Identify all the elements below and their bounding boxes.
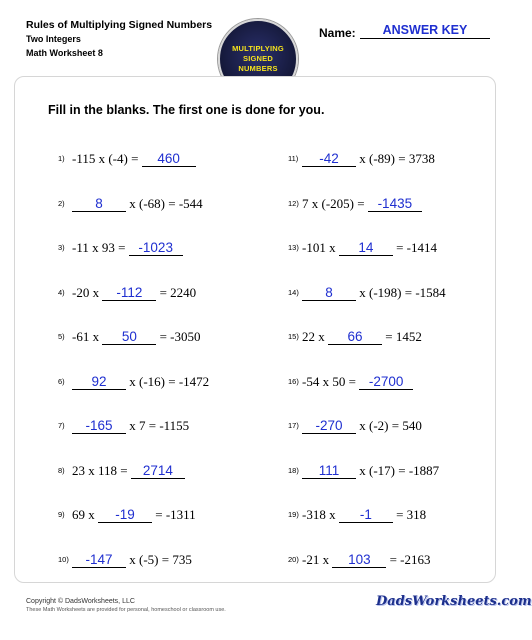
problem-item (58, 462, 185, 480)
answer-blank[interactable]: 2714 (131, 463, 185, 479)
problem-item (288, 150, 435, 168)
problem-number: 6) (58, 376, 65, 386)
answer-blank[interactable]: -147 (72, 552, 126, 568)
equation-left: 22 x (302, 329, 328, 344)
problem-number: 11) (288, 154, 299, 163)
equation-left: -21 x (302, 551, 333, 567)
answer-blank[interactable]: -2700 (359, 374, 413, 390)
problem-number: 19) (288, 510, 299, 519)
problem-item (58, 551, 192, 569)
equation-right: = -3050 (156, 329, 201, 344)
answer-blank[interactable]: -270 (302, 418, 356, 434)
name-label: Name: (319, 26, 356, 40)
problem-number: 18) (288, 465, 299, 475)
problem-number: 7) (58, 421, 65, 430)
name-field[interactable]: ANSWER KEY (360, 22, 490, 39)
worksheet-header (26, 18, 212, 60)
equation-left: -115 x (-4) = (72, 151, 142, 166)
problem-number: 1) (58, 154, 65, 163)
problem-number: 14) (288, 287, 299, 297)
equation-left: -54 x 50 = (302, 373, 360, 389)
problem-item (58, 328, 201, 346)
problem-item (288, 551, 431, 569)
answer-blank[interactable]: 8 (302, 285, 356, 301)
problem-number: 16) (288, 376, 299, 386)
equation-right: x (-16) = -1472 (126, 373, 210, 389)
problem-number: 4) (58, 287, 65, 297)
equation-right: x (-17) = -1887 (356, 462, 440, 478)
equation-left: 7 x (-205) = (302, 195, 368, 211)
footer (26, 597, 226, 615)
equation-left: -318 x (302, 507, 339, 522)
problem-number: 3) (58, 243, 65, 252)
worksheet-subtitle: Two Integers (26, 34, 81, 44)
equation-right: x (-5) = 735 (126, 551, 192, 567)
answer-blank[interactable]: 8 (72, 196, 126, 212)
problem-item (288, 417, 422, 435)
answer-blank[interactable]: 50 (102, 329, 156, 345)
problem-item (288, 284, 446, 302)
problem-item (58, 195, 203, 213)
answer-blank[interactable]: -42 (302, 151, 356, 167)
answer-blank[interactable]: 103 (332, 552, 386, 568)
equation-left: 23 x 118 = (72, 462, 131, 478)
problem-number: 5) (58, 332, 65, 341)
answer-blank[interactable]: 66 (328, 329, 382, 345)
answer-blank[interactable]: 111 (302, 463, 356, 479)
equation-right: = 318 (392, 507, 427, 522)
equation-left: -61 x (72, 329, 103, 344)
answer-blank[interactable]: -112 (102, 285, 156, 301)
problem-item (58, 417, 189, 435)
problem-item (288, 462, 439, 480)
problem-item (58, 150, 196, 168)
usage-note: These Math Worksheets are provided for personal, homeschool or classroom use. (26, 607, 226, 613)
equation-right: = -1414 (392, 240, 438, 255)
equation-right: x (-89) = 3738 (356, 151, 435, 166)
problem-number: 20) (288, 554, 299, 564)
answer-blank[interactable]: -1 (339, 507, 393, 523)
equation-right: = 2240 (156, 284, 197, 300)
answer-blank[interactable]: -165 (72, 418, 126, 434)
problem-item (288, 239, 437, 257)
problem-item (288, 328, 422, 346)
answer-blank[interactable]: 92 (72, 374, 126, 390)
answer-blank[interactable]: -19 (98, 507, 152, 523)
answer-blank[interactable]: 460 (142, 151, 196, 167)
equation-right: x (-2) = 540 (356, 418, 422, 433)
problem-item (58, 239, 183, 257)
problem-item (58, 284, 196, 302)
equation-left: -101 x (302, 240, 339, 255)
equation-left: -11 x 93 = (72, 240, 129, 255)
badge-line: MULTIPLYING (232, 44, 284, 53)
problem-item (288, 506, 426, 524)
copyright-text: Copyright © DadsWorksheets, LLC (26, 598, 135, 605)
problem-number: 8) (58, 465, 65, 475)
worksheet-title: Rules of Multiplying Signed Numbers (26, 19, 213, 31)
problem-item (58, 373, 209, 391)
answer-blank[interactable]: -1023 (129, 240, 183, 256)
problem-number: 13) (288, 243, 299, 252)
equation-left: -20 x (72, 284, 103, 300)
equation-right: x (-198) = -1584 (356, 284, 446, 300)
equation-right: = 1452 (382, 329, 422, 344)
problem-number: 12) (288, 198, 299, 208)
problem-number: 2) (58, 198, 65, 208)
problem-item (288, 373, 413, 391)
problem-number: 17) (288, 421, 299, 430)
problem-number: 15) (288, 332, 299, 341)
equation-right: = -2163 (386, 551, 431, 567)
brand-logo: DadsWorksheets.com (376, 594, 532, 609)
problem-item (288, 195, 422, 213)
problem-number: 10) (58, 554, 69, 564)
answer-blank[interactable]: -1435 (368, 196, 422, 212)
equation-left: 69 x (72, 507, 98, 522)
answer-blank[interactable]: 14 (339, 240, 393, 256)
equation-right: x (-68) = -544 (126, 195, 203, 211)
badge-line: NUMBERS (238, 64, 278, 73)
badge-line: SIGNED (243, 54, 273, 63)
instructions: Fill in the blanks. The first one is done for you. (48, 103, 325, 117)
equation-right: = -1311 (152, 507, 196, 522)
equation-right: x 7 = -1155 (126, 418, 190, 433)
worksheet-number: Math Worksheet 8 (26, 48, 103, 58)
problem-item (58, 506, 196, 524)
problem-number: 9) (58, 510, 65, 519)
